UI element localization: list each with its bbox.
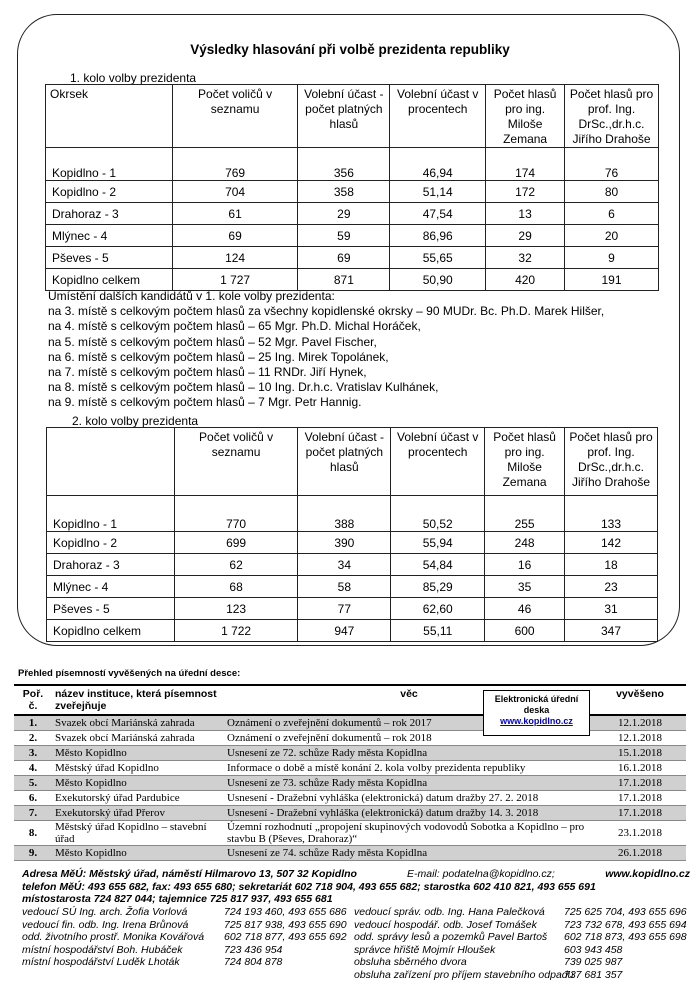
value-cell: 54,84 <box>391 554 485 576</box>
doc-inst-cell: Svazek obcí Mariánská zahrada <box>52 731 224 746</box>
header-cell: Počet voličů v seznamu <box>174 428 298 496</box>
contact-name: obsluha zařízení pro příjem stavebního odpadu <box>354 968 574 981</box>
header-cell: vyvěšeno <box>594 685 686 715</box>
value-cell: 55,65 <box>390 247 486 269</box>
precinct-cell: Kopidlno celkem <box>46 269 173 291</box>
doc-date-cell: 17.1.2018 <box>594 806 686 821</box>
doc-inst-cell: Město Kopidlno <box>52 746 224 761</box>
value-cell: 29 <box>486 225 565 247</box>
contact-phone: 737 681 357 <box>564 968 623 981</box>
other-candidates-intro: Umístění dalších kandidátů v 1. kole volby prezidenta: <box>48 289 335 303</box>
contact-row <box>22 931 690 944</box>
header-cell: Poř. č. <box>14 685 52 715</box>
e-board-link[interactable]: www.kopidlno.cz <box>500 716 573 726</box>
value-cell: 55,94 <box>391 532 485 554</box>
doc-subj-cell: Usnesení ze 74. schůze Rady města Kopidlna <box>224 846 594 861</box>
value-cell: 31 <box>565 598 658 620</box>
header-cell: Volební účast - počet platných hlasů <box>298 428 391 496</box>
header-cell: název instituce, která písemnost zveřejňuje <box>52 685 224 715</box>
precinct-cell: Kopidlno celkem <box>47 620 175 642</box>
value-cell: 174 <box>486 148 565 181</box>
header-cell: Počet voličů v seznamu <box>172 85 298 148</box>
doc-num-cell: 8. <box>14 821 52 846</box>
candidate-line: na 3. místě s celkovým počtem hlasů za všechny kopidlenské okrsky – 90 MUDr. Bc. Ph.D. Marek Hilšer, <box>48 304 605 319</box>
precinct-cell: Pševes - 5 <box>46 247 173 269</box>
contact-row <box>22 906 690 919</box>
value-cell: 77 <box>298 598 391 620</box>
table-row <box>46 247 659 269</box>
round1-table <box>45 84 659 291</box>
value-cell: 58 <box>298 576 391 598</box>
value-cell: 18 <box>565 554 658 576</box>
value-cell: 68 <box>174 576 298 598</box>
precinct-cell: Mlýnec - 4 <box>46 225 173 247</box>
office-phones: telefon MěÚ: 493 655 682, fax: 493 655 680; sekretariát 602 718 904, 493 655 682; starostka 602 410 821, 493 655 691 <box>22 880 596 893</box>
table-row <box>14 761 686 776</box>
table-row <box>47 576 658 598</box>
value-cell: 16 <box>485 554 565 576</box>
table-row <box>47 598 658 620</box>
value-cell: 20 <box>565 225 659 247</box>
precinct-cell: Kopidlno - 2 <box>46 181 173 203</box>
contact-phone: 723 436 954 <box>224 943 283 956</box>
table-row <box>46 269 659 291</box>
round2-label: 2. kolo volby prezidenta <box>72 414 199 428</box>
header-cell: Počet hlasů pro prof. Ing. DrSc.,dr.h.c. Jiřího Drahoše <box>565 85 659 148</box>
docs-heading: Přehled písemností vyvěšených na úřední desce: <box>18 668 241 679</box>
table-row <box>14 746 686 761</box>
candidate-line: na 7. místě s celkovým počtem hlasů – 11 RNDr. Jiří Hynek, <box>48 365 367 380</box>
candidate-line: na 8. místě s celkovým počtem hlasů – 10 Ing. Dr.h.c. Vratislav Kulhánek, <box>48 380 439 395</box>
doc-subj-cell: Usnesení - Dražební vyhláška (elektronická) datum dražby 14. 3. 2018 <box>224 806 594 821</box>
header-cell: Volební účast v procentech <box>391 428 485 496</box>
contact-name: vedoucí fin. odb. Ing. Irena Brůnová <box>22 918 189 931</box>
doc-inst-cell: Město Kopidlno <box>52 776 224 791</box>
value-cell: 358 <box>298 181 390 203</box>
value-cell: 871 <box>298 269 390 291</box>
value-cell: 29 <box>298 203 390 225</box>
contact-name: místní hospodářství Boh. Hubáček <box>22 943 183 956</box>
round1-body <box>46 148 659 291</box>
doc-num-cell: 7. <box>14 806 52 821</box>
doc-subj-cell: Oznámení o zveřejnění dokumentů – rok 2018 <box>224 731 594 746</box>
value-cell: 9 <box>565 247 659 269</box>
doc-subj-cell: Usnesení ze 73. schůze Rady města Kopidlna <box>224 776 594 791</box>
contact-phone: 724 193 460, 493 655 686 <box>224 906 347 918</box>
value-cell: 86,96 <box>390 225 486 247</box>
value-cell: 704 <box>172 181 298 203</box>
doc-num-cell: 1. <box>14 715 52 731</box>
value-cell: 50,90 <box>390 269 486 291</box>
value-cell: 133 <box>565 496 658 532</box>
header-cell: Počet hlasů pro prof. Ing. DrSc.,dr.h.c. Jiřího Drahoše <box>565 428 658 496</box>
doc-inst-cell: Exekutorský úřad Přerov <box>52 806 224 821</box>
precinct-cell: Pševes - 5 <box>47 598 175 620</box>
footer-contacts-header <box>22 868 690 906</box>
value-cell: 420 <box>486 269 565 291</box>
value-cell: 191 <box>565 269 659 291</box>
value-cell: 62 <box>174 554 298 576</box>
doc-inst-cell: Svazek obcí Mariánská zahrada <box>52 715 224 731</box>
candidate-line: na 6. místě s celkovým počtem hlasů – 25 Ing. Mirek Topolánek, <box>48 349 389 364</box>
value-cell: 347 <box>565 620 658 642</box>
value-cell: 600 <box>485 620 565 642</box>
round2-body <box>47 496 658 642</box>
table-row <box>14 806 686 821</box>
value-cell: 390 <box>298 532 391 554</box>
contact-phone: 723 732 678, 493 655 694 <box>564 918 687 931</box>
value-cell: 388 <box>298 496 391 532</box>
header-cell: Počet hlasů pro ing. Miloše Zemana <box>486 85 565 148</box>
value-cell: 85,29 <box>391 576 485 598</box>
header-cell: Okrsek <box>46 85 173 148</box>
doc-subj-cell: Informace o době a místě konání 2. kola volby prezidenta republiky <box>224 761 594 776</box>
doc-num-cell: 6. <box>14 791 52 806</box>
value-cell: 46 <box>485 598 565 620</box>
header-cell: Volební účast v procentech <box>390 85 486 148</box>
contact-name: vedoucí SÚ Ing. arch. Žofia Vorlová <box>22 906 188 918</box>
contact-phone: 725 817 938, 493 655 690 <box>224 918 347 931</box>
value-cell: 1 722 <box>174 620 298 642</box>
value-cell: 76 <box>565 148 659 181</box>
other-candidates <box>48 289 604 411</box>
doc-inst-cell: Město Kopidlno <box>52 846 224 861</box>
round2-table <box>46 427 658 642</box>
contact-name: odd. správy lesů a pozemků Pavel Bartoš <box>354 931 548 944</box>
value-cell: 61 <box>172 203 298 225</box>
contact-row <box>22 919 690 932</box>
value-cell: 62,60 <box>391 598 485 620</box>
candidate-line: na 9. místě s celkovým počtem hlasů – 7 Mgr. Petr Hannig. <box>48 395 362 410</box>
table-row <box>14 846 686 861</box>
contact-phone: 603 943 458 <box>564 943 623 956</box>
table-row <box>47 496 658 532</box>
table-row <box>14 776 686 791</box>
doc-num-cell: 4. <box>14 761 52 776</box>
value-cell: 947 <box>298 620 391 642</box>
value-cell: 124 <box>172 247 298 269</box>
contact-phone: 739 025 987 <box>564 956 623 969</box>
contact-row <box>22 969 690 982</box>
page-title: Výsledky hlasování při volbě prezidenta republiky <box>190 42 510 57</box>
value-cell: 51,14 <box>390 181 486 203</box>
doc-date-cell: 15.1.2018 <box>594 746 686 761</box>
contact-phone: 602 718 873, 493 655 698 <box>564 931 687 944</box>
precinct-cell: Kopidlno - 1 <box>47 496 175 532</box>
doc-date-cell: 17.1.2018 <box>594 776 686 791</box>
staff-contacts <box>22 906 690 982</box>
doc-num-cell: 9. <box>14 846 52 861</box>
doc-subj-cell: Usnesení - Dražební vyhláška (elektronická) datum dražby 27. 2. 2018 <box>224 791 594 806</box>
table-row <box>46 203 659 225</box>
header-cell: Počet hlasů pro ing. Miloše Zemana <box>485 428 565 496</box>
candidate-line: na 5. místě s celkovým počtem hlasů – 52 Mgr. Pavel Fischer, <box>48 334 377 349</box>
value-cell: 23 <box>565 576 658 598</box>
e-board-title: Elektronická úřední deska <box>494 694 579 715</box>
value-cell: 123 <box>174 598 298 620</box>
contact-name: obsluha sběrného dvora <box>354 956 467 969</box>
value-cell: 34 <box>298 554 391 576</box>
value-cell: 35 <box>485 576 565 598</box>
contact-name: odd. životního prostř. Monika Kovářová <box>22 931 205 944</box>
value-cell: 248 <box>485 532 565 554</box>
value-cell: 1 727 <box>172 269 298 291</box>
round1-label: 1. kolo volby prezidenta <box>70 71 197 85</box>
doc-date-cell: 23.1.2018 <box>594 821 686 846</box>
contact-name: místní hospodářství Luděk Lhoták <box>22 956 180 969</box>
contact-row <box>22 944 690 957</box>
doc-num-cell: 5. <box>14 776 52 791</box>
footer <box>22 868 690 982</box>
doc-num-cell: 2. <box>14 731 52 746</box>
value-cell: 50,52 <box>391 496 485 532</box>
value-cell: 770 <box>174 496 298 532</box>
doc-inst-cell: Městský úřad Kopidlno <box>52 761 224 776</box>
office-address: Adresa MěÚ: Městský úřad, náměstí Hilmarovo 13, 507 32 Kopidlno <box>22 868 357 880</box>
doc-date-cell: 12.1.2018 <box>594 731 686 746</box>
candidate-line: na 4. místě s celkovým počtem hlasů – 65 Mgr. Ph.D. Michal Horáček, <box>48 319 421 334</box>
table-row <box>47 554 658 576</box>
value-cell: 47,54 <box>390 203 486 225</box>
contact-row <box>22 956 690 969</box>
precinct-cell: Mlýnec - 4 <box>47 576 175 598</box>
value-cell: 6 <box>565 203 659 225</box>
table-row <box>46 148 659 181</box>
value-cell: 769 <box>172 148 298 181</box>
doc-date-cell: 12.1.2018 <box>594 715 686 731</box>
contact-name: vedoucí hospodář. odb. Josef Tomášek <box>354 918 537 931</box>
table-row <box>46 181 659 203</box>
value-cell: 255 <box>485 496 565 532</box>
value-cell: 172 <box>486 181 565 203</box>
office-email[interactable]: E-mail: podatelna@kopidlno.cz; <box>407 868 555 880</box>
table-row <box>47 620 658 642</box>
doc-inst-cell: Městský úřad Kopidlno – stavební úřad <box>52 821 224 846</box>
precinct-cell: Kopidlno - 2 <box>47 532 175 554</box>
value-cell: 142 <box>565 532 658 554</box>
doc-subj-cell: Územní rozhodnutí „propojení skupinových vodovodů Sobotka a Kopidlno – pro stavbu B (Pševes, Drahoraz)“ <box>224 821 594 846</box>
office-web[interactable]: www.kopidlno.cz <box>605 868 690 880</box>
value-cell: 356 <box>298 148 390 181</box>
doc-subj-cell: Usnesení ze 72. schůze Rady města Kopidlna <box>224 746 594 761</box>
doc-date-cell: 17.1.2018 <box>594 791 686 806</box>
value-cell: 69 <box>172 225 298 247</box>
doc-date-cell: 16.1.2018 <box>594 761 686 776</box>
header-cell: Volební účast - počet platných hlasů <box>298 85 390 148</box>
precinct-cell: Kopidlno - 1 <box>46 148 173 181</box>
doc-inst-cell: Exekutorský úřad Pardubice <box>52 791 224 806</box>
e-board-box <box>483 690 590 736</box>
header-cell: věc <box>224 685 594 715</box>
contact-phone: 725 625 704, 493 655 696 <box>564 906 687 918</box>
value-cell: 59 <box>298 225 390 247</box>
table-row <box>47 532 658 554</box>
table-row <box>46 225 659 247</box>
docs-body <box>14 715 686 861</box>
table-row <box>14 791 686 806</box>
doc-subj-cell: Oznámení o zveřejnění dokumentů – rok 2017 <box>224 715 594 731</box>
doc-date-cell: 26.1.2018 <box>594 846 686 861</box>
value-cell: 13 <box>486 203 565 225</box>
contact-name: správce hřiště Mojmír Hloušek <box>354 943 496 956</box>
contact-name: vedoucí správ. odb. Ing. Hana Palečková <box>354 906 545 918</box>
contact-phone: 724 804 878 <box>224 956 283 969</box>
value-cell: 32 <box>486 247 565 269</box>
office-phones-2: místostarosta 724 827 044; tajemnice 725 817 937, 493 655 681 <box>22 893 333 906</box>
contact-phone: 602 718 877, 493 655 692 <box>224 931 347 944</box>
value-cell: 46,94 <box>390 148 486 181</box>
table-row <box>14 821 686 846</box>
value-cell: 699 <box>174 532 298 554</box>
header-cell <box>47 428 175 496</box>
value-cell: 69 <box>298 247 390 269</box>
value-cell: 80 <box>565 181 659 203</box>
value-cell: 55,11 <box>391 620 485 642</box>
doc-num-cell: 3. <box>14 746 52 761</box>
precinct-cell: Drahoraz - 3 <box>46 203 173 225</box>
precinct-cell: Drahoraz - 3 <box>47 554 175 576</box>
